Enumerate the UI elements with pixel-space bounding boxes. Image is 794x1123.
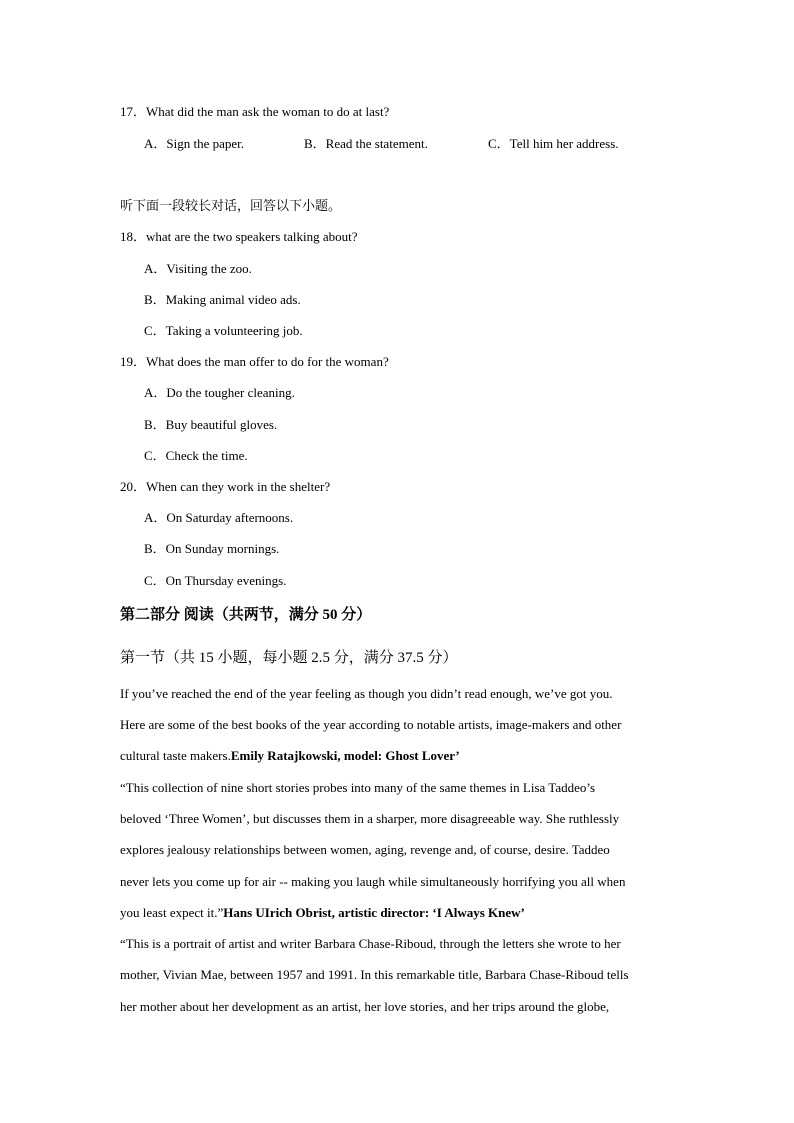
- question-20-option-a: A．On Saturday afternoons.: [144, 510, 294, 525]
- passage-line-7: never lets you come up for air -- making you laugh while simultaneously horrifying you all when: [120, 874, 626, 889]
- question-20-option-b: B．On Sunday mornings.: [144, 541, 280, 556]
- question-18-stem: 18．what are the two speakers talking about?: [120, 229, 358, 244]
- passage-line-10: mother, Vivian Mae, between 1957 and 1991. In this remarkable title, Barbara Chase-Riboud tells: [120, 967, 629, 982]
- section-one-title: 第一节（共 15 小题，每小题 2.5 分，满分 37.5 分）: [120, 650, 458, 666]
- passage-line-8: [120, 905, 676, 921]
- question-18-option-c: C．Taking a volunteering job.: [144, 323, 303, 338]
- passage-line-1: If you’ve reached the end of the year feeling as though you didn’t read enough, we’ve got you.: [120, 686, 613, 701]
- question-19-option-c: C．Check the time.: [144, 448, 248, 463]
- passage-line-3: [120, 748, 676, 764]
- question-17-stem: 17．What did the man ask the woman to do at last?: [120, 104, 390, 119]
- question-19-stem: 19．What does the man offer to do for the woman?: [120, 354, 389, 369]
- question-18-option-b: B．Making animal video ads.: [144, 292, 301, 307]
- passage-line-2: Here are some of the best books of the year according to notable artists, image-makers and other: [120, 717, 622, 732]
- question-19-option-a: A．Do the tougher cleaning.: [144, 385, 295, 400]
- passage-line-4: “This collection of nine short stories probes into many of the same themes in Lisa Taddeo’s: [120, 780, 596, 795]
- passage-line-3-text: cultural taste makers.: [120, 748, 231, 763]
- question-17-option-c: C．Tell him her address.: [488, 136, 619, 151]
- passage-line-9: “This is a portrait of artist and writer Barbara Chase-Riboud, through the letters she wrote to her: [120, 936, 621, 951]
- passage-line-11: her mother about her development as an artist, her love stories, and her trips around the globe,: [120, 999, 610, 1014]
- book-heading-i-always-knew: Hans UIrich Obrist, artistic director: ‘I Always Knew’: [223, 905, 525, 920]
- question-17-option-b: B．Read the statement.: [304, 136, 428, 151]
- listening-instruction: 听下面一段较长对话，回答以下小题。: [120, 198, 342, 213]
- question-18-option-a: A．Visiting the zoo.: [144, 261, 252, 276]
- passage-line-5: beloved ‘Three Women’, but discusses them in a sharper, more disagreeable way. She ruthlessly: [120, 811, 620, 826]
- passage-line-6: explores jealousy relationships between women, aging, revenge and, of course, desire. Taddeo: [120, 842, 610, 857]
- question-19-option-b: B．Buy beautiful gloves.: [144, 417, 278, 432]
- part-two-title: 第二部分 阅读（共两节，满分 50 分）: [120, 607, 372, 623]
- passage-line-8-text: you least expect it.”: [120, 905, 224, 920]
- question-20-option-c: C．On Thursday evenings.: [144, 573, 287, 588]
- question-17-option-a: A．Sign the paper.: [144, 136, 245, 151]
- book-heading-ghost-lover: Emily Ratajkowski, model: Ghost Lover’: [230, 748, 460, 763]
- question-20-stem: 20．When can they work in the shelter?: [120, 479, 331, 494]
